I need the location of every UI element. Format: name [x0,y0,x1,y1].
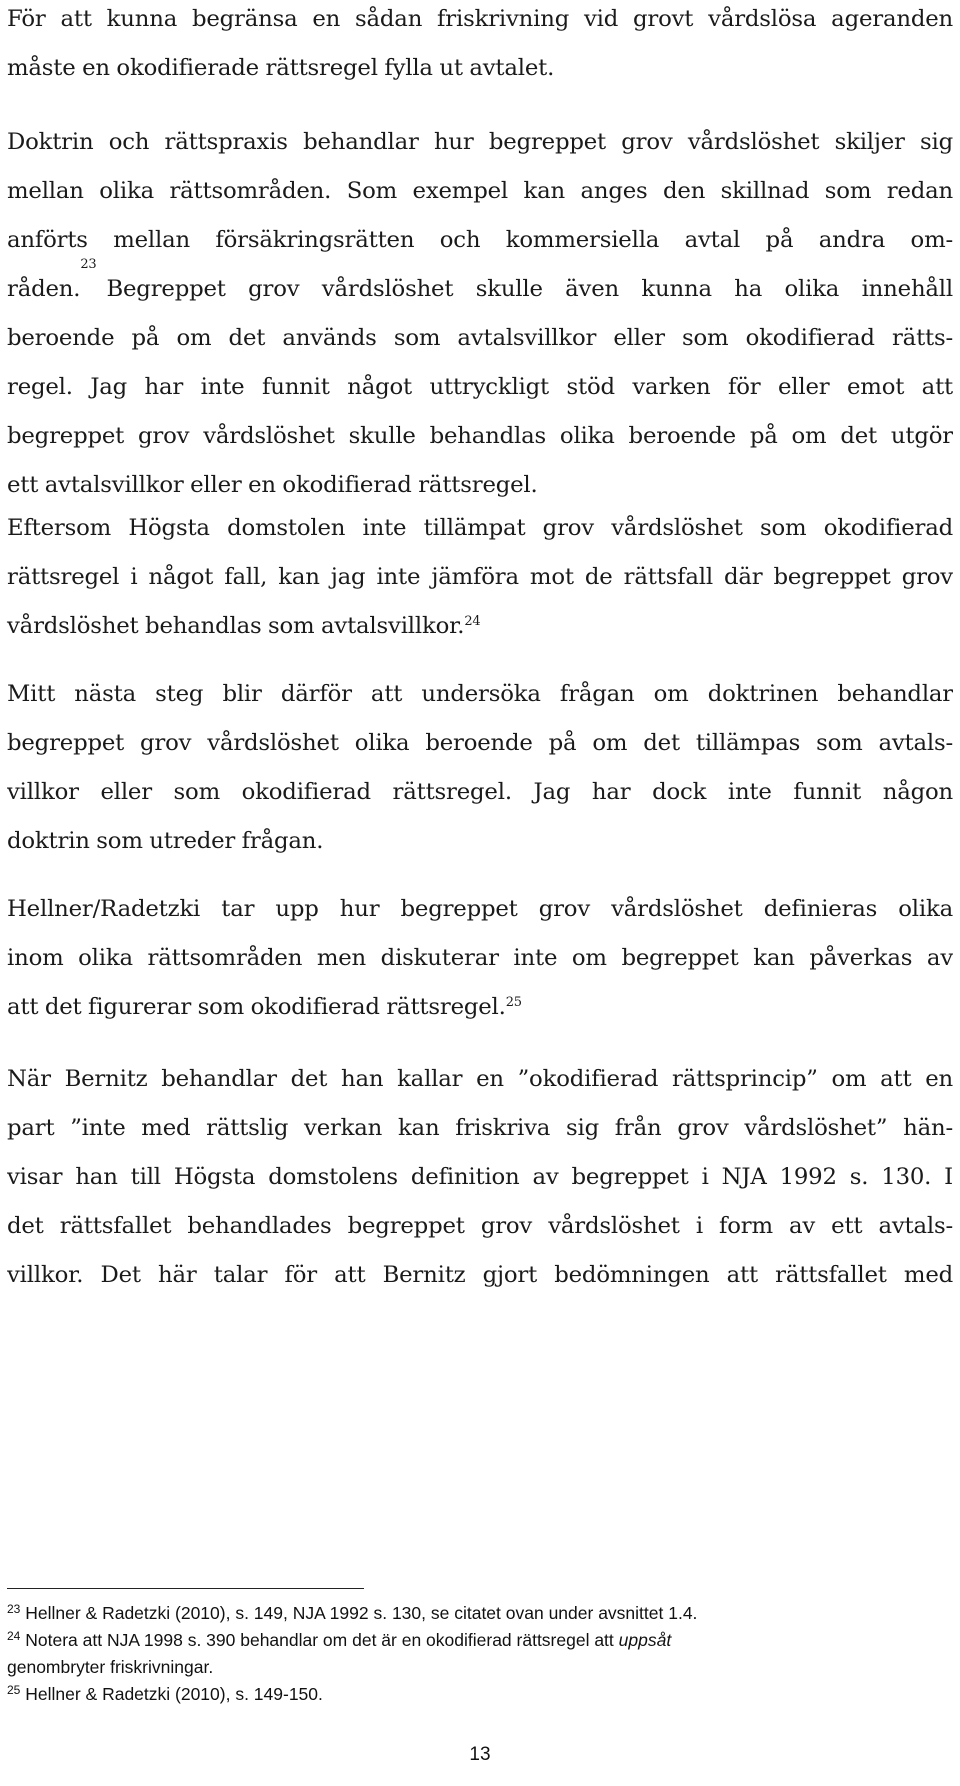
footnote-24-continued: genombryter friskrivningar. [7,1657,214,1677]
text-line-with-footnote [7,257,953,314]
text-line-with-footnote [7,983,953,1032]
text-line: visar han till Högsta domstolens definition av begreppet i NJA 1992 s. 130. I [7,1164,953,1190]
paragraph-3 [7,504,953,651]
text-line: anförts mellan försäkringsrätten och kommersiella avtal på andra om- [7,227,953,253]
text-line: part ”inte med rättslig verkan kan friskriva sig från grov vårdslöshet” hän- [7,1115,953,1141]
footnote-23 [7,1600,953,1627]
footnote-number: 23 [7,1602,21,1616]
text-line: villkor eller som okodifierad rättsregel. Jag har dock inte funnit någon [7,779,953,805]
paragraph-1 [7,0,953,93]
footnote-ref-24[interactable]: 24 [464,614,481,629]
text-line: villkor. Det här talar för att Bernitz gjort bedömningen att rättsfallet med [7,1262,953,1288]
footnote-separator [7,1588,364,1589]
text-fragment: råden. [7,276,81,302]
text-line: beroende på om det används som avtalsvillkor eller som okodifierad rätts- [7,325,953,351]
text-line: För att kunna begränsa en sådan friskrivning vid grovt vårdslösa ageranden [7,6,953,32]
footnote-25 [7,1681,953,1708]
text-line: Hellner/Radetzki tar upp hur begreppet grov vårdslöshet definieras olika [7,896,953,922]
text-line: ett avtalsvillkor eller en okodifierad rättsregel. [7,472,538,498]
text-line: Eftersom Högsta domstolen inte tillämpat grov vårdslöshet som okodifierad [7,515,953,541]
text-line: mellan olika rättsområden. Som exempel kan anges den skillnad som redan [7,178,953,204]
text-line: begreppet grov vårdslöshet skulle behandlas olika beroende på om det utgör [7,423,953,449]
footnote-ref-25[interactable]: 25 [505,995,522,1010]
text-line: måste en okodifierade rättsregel fylla ut avtalet. [7,55,555,81]
footnote-text: Hellner & Radetzki (2010), s. 149, NJA 1992 s. 130, se citatet ovan under avsnittet 1.4. [25,1603,698,1623]
text-fragment: vårdslöshet behandlas som avtalsvillkor. [7,613,465,639]
text-line: doktrin som utreder frågan. [7,828,324,854]
text-fragment: att det figurerar som okodifierad rättsregel. [7,994,506,1020]
text-fragment: Begreppet grov vårdslöshet skulle även kunna ha olika innehåll [106,276,953,302]
footnote-text: Hellner & Radetzki (2010), s. 149-150. [25,1684,323,1704]
text-line: rättsregel i något fall, kan jag inte jämföra mot de rättsfall där begreppet grov [7,564,953,590]
text-line: När Bernitz behandlar det han kallar en ”okodifierad rättsprincip” om att en [7,1066,953,1092]
paragraph-4 [7,670,953,866]
footnote-italic: uppsåt [618,1630,672,1650]
footnote-24 [7,1627,953,1654]
paragraph-5 [7,885,953,1032]
footnote-number: 25 [7,1683,21,1697]
footnote-number: 24 [7,1629,21,1643]
text-line: Mitt nästa steg blir därför att undersöka frågan om doktrinen behandlar [7,681,953,707]
text-line: Doktrin och rättspraxis behandlar hur begreppet grov vårdslöshet skiljer sig [7,129,953,155]
page-number: 13 [469,1744,491,1765]
paragraph-6 [7,1055,953,1300]
footnote-ref-23[interactable]: 23 [80,257,97,272]
paragraph-2 [7,118,953,510]
text-line: begreppet grov vårdslöshet olika beroende på om det tillämpas som avtals- [7,730,953,756]
text-line: inom olika rättsområden men diskuterar inte om begreppet kan påverkas av [7,945,953,971]
text-line: det rättsfallet behandlades begreppet grov vårdslöshet i form av ett avtals- [7,1213,953,1239]
footnotes [7,1600,953,1708]
text-line-with-footnote [7,602,953,651]
footnote-text: Notera att NJA 1998 s. 390 behandlar om det är en okodifierad rättsregel att [25,1630,619,1650]
text-line: regel. Jag har inte funnit något uttryckligt stöd varken för eller emot att [7,374,953,400]
